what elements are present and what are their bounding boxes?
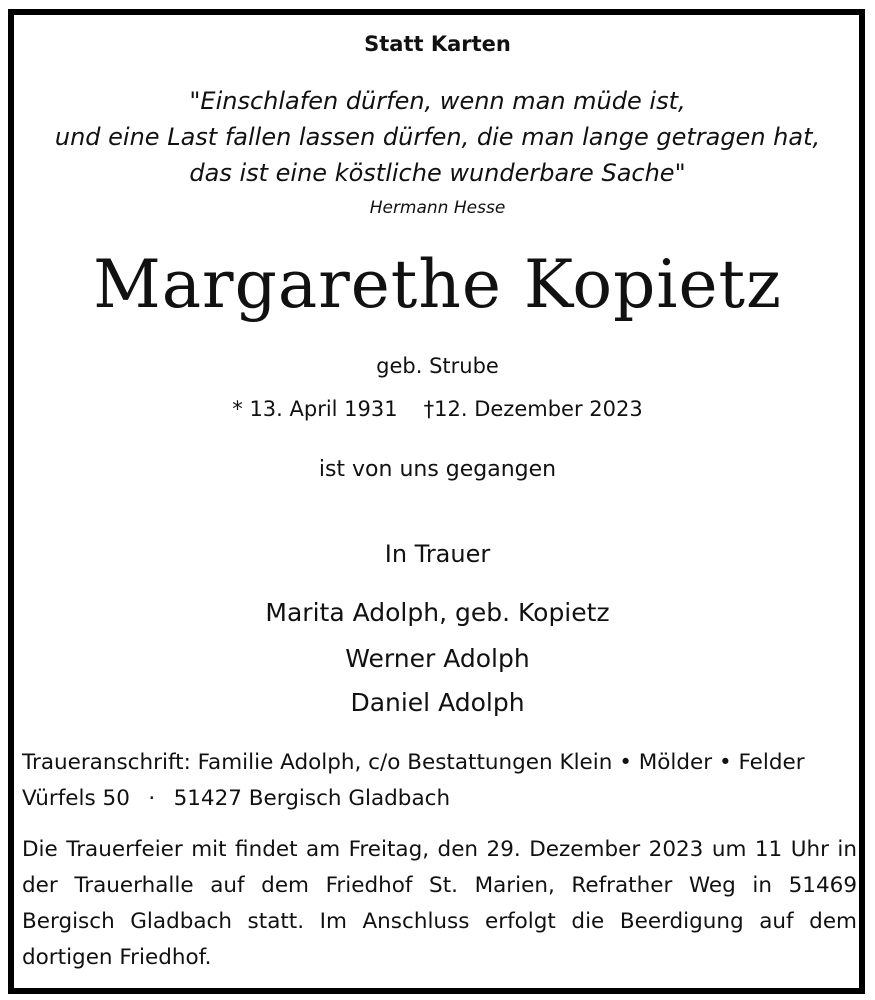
mourning-address xyxy=(22,745,857,817)
birth-date: * 13. April 1931 xyxy=(232,397,398,421)
maiden-name: geb. Strube xyxy=(376,354,499,378)
quote-line-2: und eine Last fallen lassen dürfen, die man lange getragen hat, xyxy=(54,123,821,151)
death-date: †12. Dezember 2023 xyxy=(423,397,643,421)
address-separator: · xyxy=(148,786,156,811)
mourning-label: In Trauer xyxy=(384,540,491,568)
funeral-service-text: Die Trauerfeier mit findet am Freitag, den 29. Dezember 2023 um 11 Uhr in der Trauerhalle auf dem Friedhof St. Marien, Refrather Weg in 51469 Bergisch Gladbach statt. Im Anschluss erfolgt die Beerdigung auf dem dortigen Friedhof. xyxy=(22,837,857,970)
address-line: Traueranschrift: Familie Adolph, c/o Bestattungen Klein • Mölder • Felder xyxy=(22,750,805,775)
mourner-name: Daniel Adolph xyxy=(350,688,525,717)
life-dates xyxy=(0,397,875,421)
passing-phrase: ist von uns gegangen xyxy=(318,457,557,482)
notice-heading: Statt Karten xyxy=(364,32,511,56)
mourner-name: Werner Adolph xyxy=(345,644,530,673)
mourner-name: Marita Adolph, geb. Kopietz xyxy=(265,598,610,627)
address-street: Vürfels 50 xyxy=(22,786,130,811)
address-city-line xyxy=(22,781,857,817)
quote-line-3: das ist eine köstliche wunderbare Sache" xyxy=(189,159,686,187)
quote-line-1: "Einschlafen dürfen, wenn man müde ist, xyxy=(189,87,686,115)
address-city: 51427 Bergisch Gladbach xyxy=(173,786,451,811)
quote-author: Hermann Hesse xyxy=(369,198,506,218)
deceased-name: Margarethe Kopietz xyxy=(93,246,782,323)
